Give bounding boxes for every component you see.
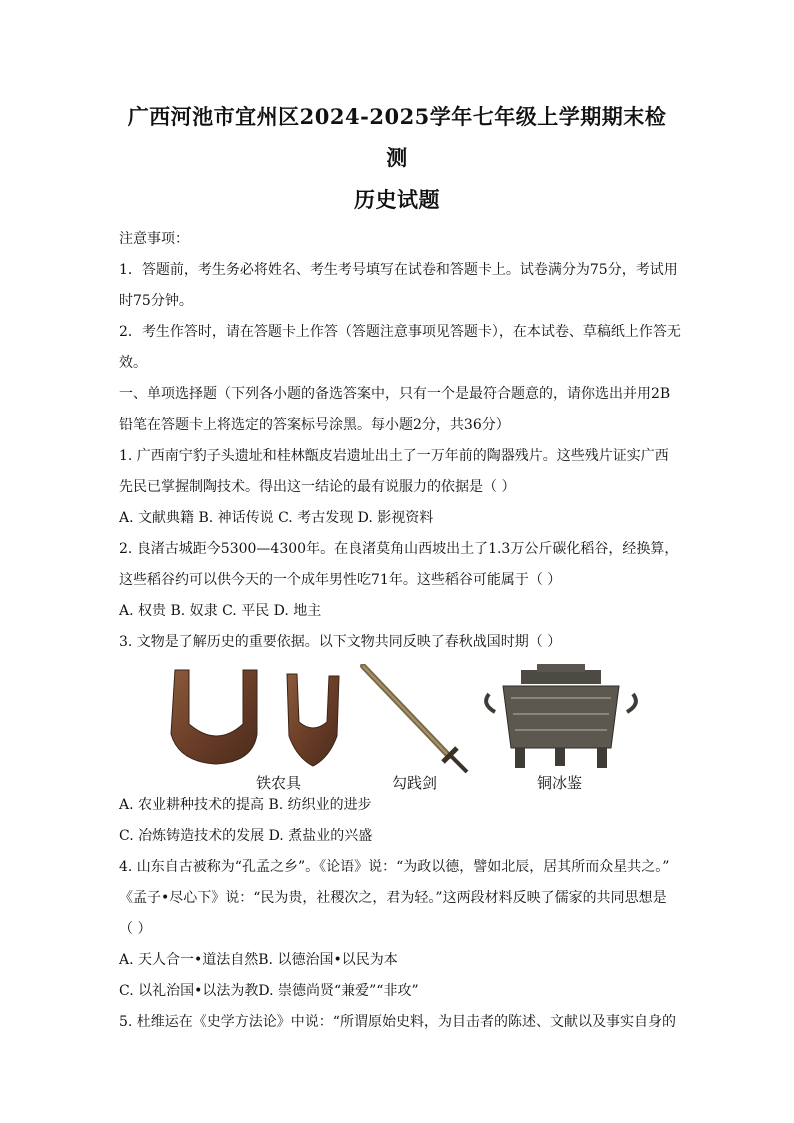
q1-stem-cont: 先民已掌握制陶技术。得出这一结论的最有说服力的依据是（ ） bbox=[119, 479, 516, 495]
notice-heading: 注意事项： bbox=[119, 231, 189, 247]
bronze-vessel-image bbox=[481, 664, 641, 772]
iron-tool-image bbox=[161, 664, 357, 768]
section-intro: 一、单项选择题（下列各小题的备选答案中，只有一个是最符合题意的，请你选出并用2B bbox=[119, 386, 671, 402]
q1-stem: 1. 广西南宁豹子头遗址和桂林甑皮岩遗址出土了一万年前的陶器残片。这些残片证实广西 bbox=[119, 448, 669, 464]
q4-stem-bracket: （ ） bbox=[119, 921, 152, 937]
q4-options-cd: C. 以礼治国•以法为教D. 崇德尚贤“兼爱”“非攻” bbox=[119, 983, 419, 999]
q1-options: A. 文献典籍 B. 神话传说 C. 考古发现 D. 影视资料 bbox=[119, 510, 434, 526]
notice-item-1-cont: 时75分钟。 bbox=[119, 293, 193, 309]
caption-bronze-vessel: 铜冰鉴 bbox=[537, 774, 583, 792]
q5-stem: 5. 杜维运在《史学方法论》中说：“所谓原始史料，为目击者的陈述、文献以及事实自身的 bbox=[119, 1014, 676, 1030]
caption-iron-tools: 铁农具 bbox=[256, 774, 302, 792]
q2-stem: 2. 良渚古城距今5300—4300年。在良渚莫角山西坡出土了1.3万公斤碳化稻谷，经换算， bbox=[119, 541, 679, 557]
exam-title: 广西河池市宜州区2024-2025学年七年级上学期期末检测 bbox=[127, 104, 667, 170]
q3-options-ab: A. 农业耕种技术的提高 B. 纺织业的进步 bbox=[119, 797, 372, 813]
caption-sword: 勾践剑 bbox=[392, 774, 438, 792]
q4-stem: 4. 山东自古被称为“孔孟之乡”。《论语》说：“为政以德，譬如北辰，居其所而众星共之。” bbox=[119, 859, 670, 875]
q3-artifact-figure bbox=[119, 664, 675, 790]
notice-item-2-cont: 效。 bbox=[119, 355, 147, 371]
q3-options-cd: C. 冶炼铸造技术的发展 D. 煮盐业的兴盛 bbox=[119, 828, 373, 844]
exam-page bbox=[119, 96, 681, 1038]
notice-item-1: 1．答题前，考生务必将姓名、考生考号填写在试卷和答题卡上。试卷满分为75分，考试用 bbox=[119, 262, 678, 278]
section-intro-cont: 铅笔在答题卡上将选定的答案标号涂黑。每小题2分，共36分） bbox=[119, 417, 510, 433]
q2-stem-cont: 这些稻谷约可以供今天的一个成年男性吃71年。这些稻谷可能属于（ ） bbox=[119, 572, 562, 588]
notice-item-2: 2．考生作答时，请在答题卡上作答（答题注意事项见答题卡），在本试卷、草稿纸上作答无 bbox=[119, 324, 681, 340]
q4-stem-cont: 《孟子•尽心下》说：“民为贵，社稷次之，君为轻。”这两段材料反映了儒家的共同思想是 bbox=[119, 890, 667, 906]
q2-options: A. 权贵 B. 奴隶 C. 平民 D. 地主 bbox=[119, 603, 322, 619]
q4-options-ab: A. 天人合一•道法自然B. 以德治国•以民为本 bbox=[119, 952, 398, 968]
exam-subtitle: 历史试题 bbox=[354, 187, 440, 212]
sword-image bbox=[357, 664, 477, 776]
q3-stem: 3. 文物是了解历史的重要依据。以下文物共同反映了春秋战国时期（ ） bbox=[119, 634, 562, 650]
